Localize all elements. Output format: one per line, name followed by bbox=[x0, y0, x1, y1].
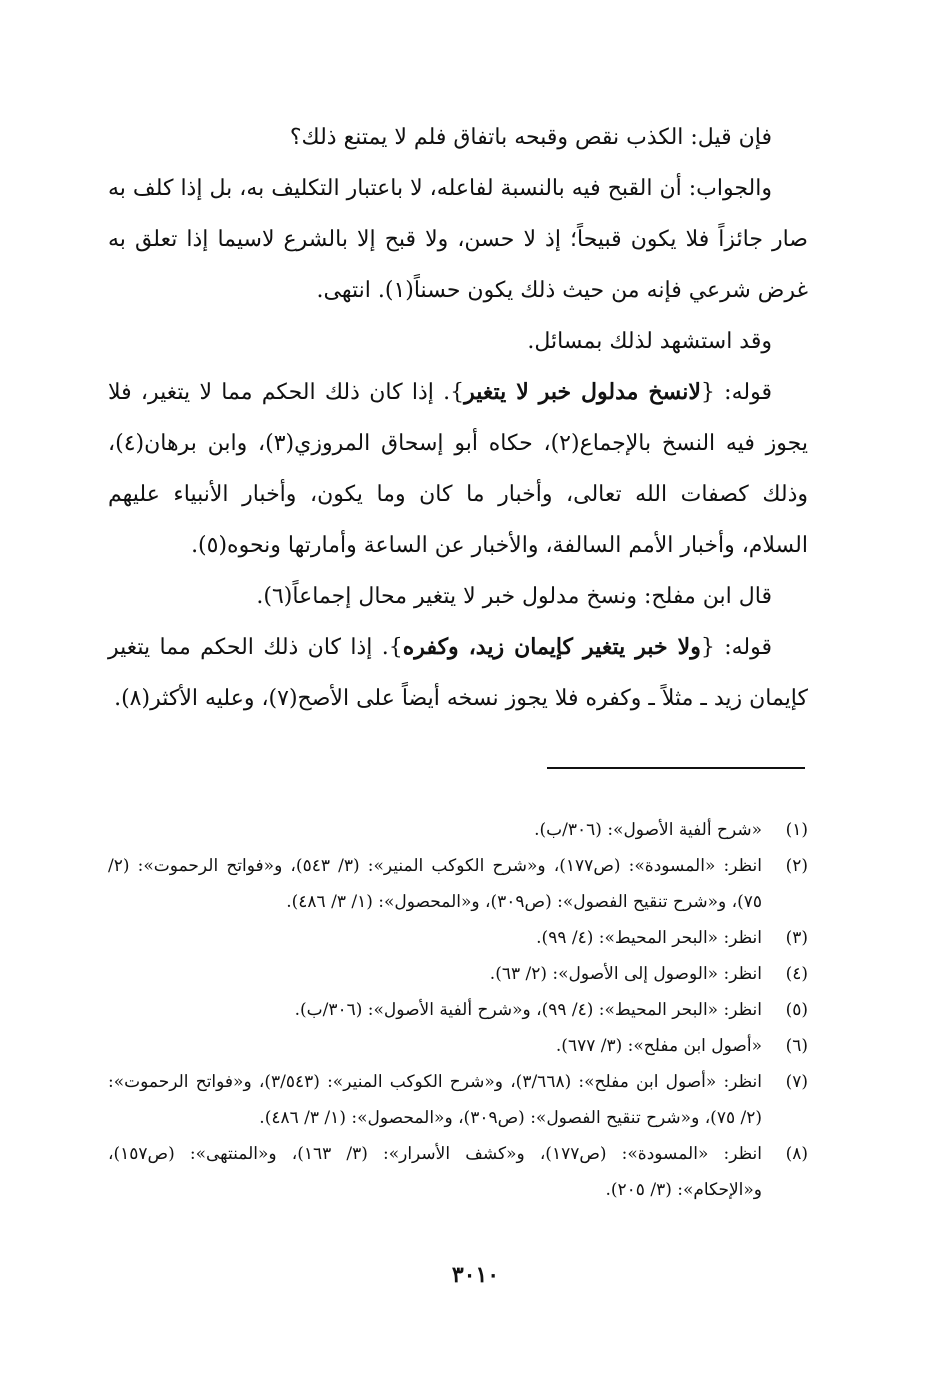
paragraph-2: والجواب: أن القبح فيه بالنسبة لفاعله، لا باعتبار التكليف به، بل إذا كلف به صار جائزاً فلا يكون قبيحاً؛ إذ لا حسن، ولا قبح إلا بالشرع لاسيما إذا تعلق به غرض شرعي فإنه من حيث ذلك يكون حسناً(١). انتهى. bbox=[108, 176, 808, 303]
footnote-number: (١) bbox=[785, 820, 808, 840]
footnote-number: (٨) bbox=[785, 1144, 808, 1164]
footnote-text: انظر: «البحر المحيط»: (٤/ ٩٩)، و«شرح ألفية الأصول»: (٣٠٦/ب). bbox=[294, 1000, 762, 1020]
paragraph-6 bbox=[108, 622, 808, 724]
footnote-item bbox=[108, 920, 808, 956]
footnote-number: (٣) bbox=[785, 928, 808, 948]
footnote-text: «شرح ألفية الأصول»: (٣٠٦/ب). bbox=[534, 820, 762, 840]
footnote-item bbox=[108, 1064, 808, 1136]
commentary: }. إذا كان ذلك الحكم مما يتغير كإيمان زيد ـ مثلاً ـ وكفره فلا يجوز نسخه أيضاً على الأصح(٧)، وعليه الأكثر(٨). bbox=[108, 635, 808, 711]
paragraph-5: قال ابن مفلح: ونسخ مدلول خبر لا يتغير محال إجماعاً(٦). bbox=[256, 584, 772, 609]
footnotes bbox=[108, 812, 808, 1208]
footnote-number: (٢) bbox=[785, 856, 808, 876]
paragraph-3: وقد استشهد لذلك بمسائل. bbox=[527, 329, 772, 354]
footnote-text: انظر: «الوصول إلى الأصول»: (٢/ ٦٣). bbox=[489, 964, 762, 984]
footnote-number: (٥) bbox=[785, 1000, 808, 1020]
paragraph-4 bbox=[108, 367, 808, 571]
quoted-matn: لانسخ مدلول خبر لا يتغير bbox=[464, 379, 701, 405]
footnote-number: (٦) bbox=[785, 1036, 808, 1056]
footnote-number: (٧) bbox=[785, 1072, 808, 1092]
quote-open: قوله: { bbox=[700, 380, 772, 405]
quoted-matn: ولا خبر يتغير كإيمان زيد، وكفره bbox=[402, 634, 701, 660]
footnote-text: «أصول ابن مفلح»: (٣/ ٦٧٧). bbox=[555, 1036, 762, 1056]
page-number: ٣٠١٠ bbox=[451, 1262, 500, 1288]
footnote-item bbox=[108, 992, 808, 1028]
footnote-item bbox=[108, 812, 808, 848]
footnote-item bbox=[108, 1136, 808, 1208]
footnote-divider bbox=[547, 767, 805, 769]
footnote-text: انظر: «المسودة»: (ص١٧٧)، و«شرح الكوكب المنير»: (٣/ ٥٤٣)، و«فواتح الرحموت»: (٢/ ٧٥)، و«شرح تنقيح الفصول»: (ص٣٠٩)، و«المحصول»: (١/ ٣/ ٤٨٦). bbox=[108, 856, 763, 912]
footnote-item bbox=[108, 1028, 808, 1064]
footnote-text: انظر: «المسودة»: (ص١٧٧)، و«كشف الأسرار»: (٣/ ١٦٣)، و«المنتهى»: (ص١٥٧)، و«الإحكام»: (٣/ ٢٠٥). bbox=[108, 1144, 762, 1200]
commentary: }. إذا كان ذلك الحكم مما لا يتغير، فلا يجوز فيه النسخ بالإجماع(٢)، حكاه أبو إسحاق المروزي(٣)، وابن برهان(٤)، وذلك كصفات الله تعالى، وأخبار ما كان وما يكون، وأخبار الأنبياء عليهم السلام، وأخبار الأمم السالفة، والأخبار عن الساعة وأمارتها ونحوه(٥). bbox=[108, 380, 808, 558]
footnote-number: (٤) bbox=[785, 964, 808, 984]
quote-open: قوله: { bbox=[700, 635, 772, 660]
paragraph-1: فإن قيل: الكذب نقص وقبحه باتفاق فلم لا يمتنع ذلك؟ bbox=[289, 125, 772, 150]
footnote-item bbox=[108, 848, 808, 920]
main-text bbox=[108, 112, 808, 724]
footnote-text: انظر: «البحر المحيط»: (٤/ ٩٩). bbox=[536, 928, 762, 948]
footnote-text: انظر: «أصول ابن مفلح»: (٣/٦٦٨)، و«شرح الكوكب المنير»: (٣/٥٤٣)، و«فواتح الرحموت»: (٢/ ٧٥)، و«شرح تنقيح الفصول»: (ص٣٠٩)، و«المحصول»: (١/ ٣/ ٤٨٦). bbox=[108, 1072, 763, 1128]
footnote-item bbox=[108, 956, 808, 992]
